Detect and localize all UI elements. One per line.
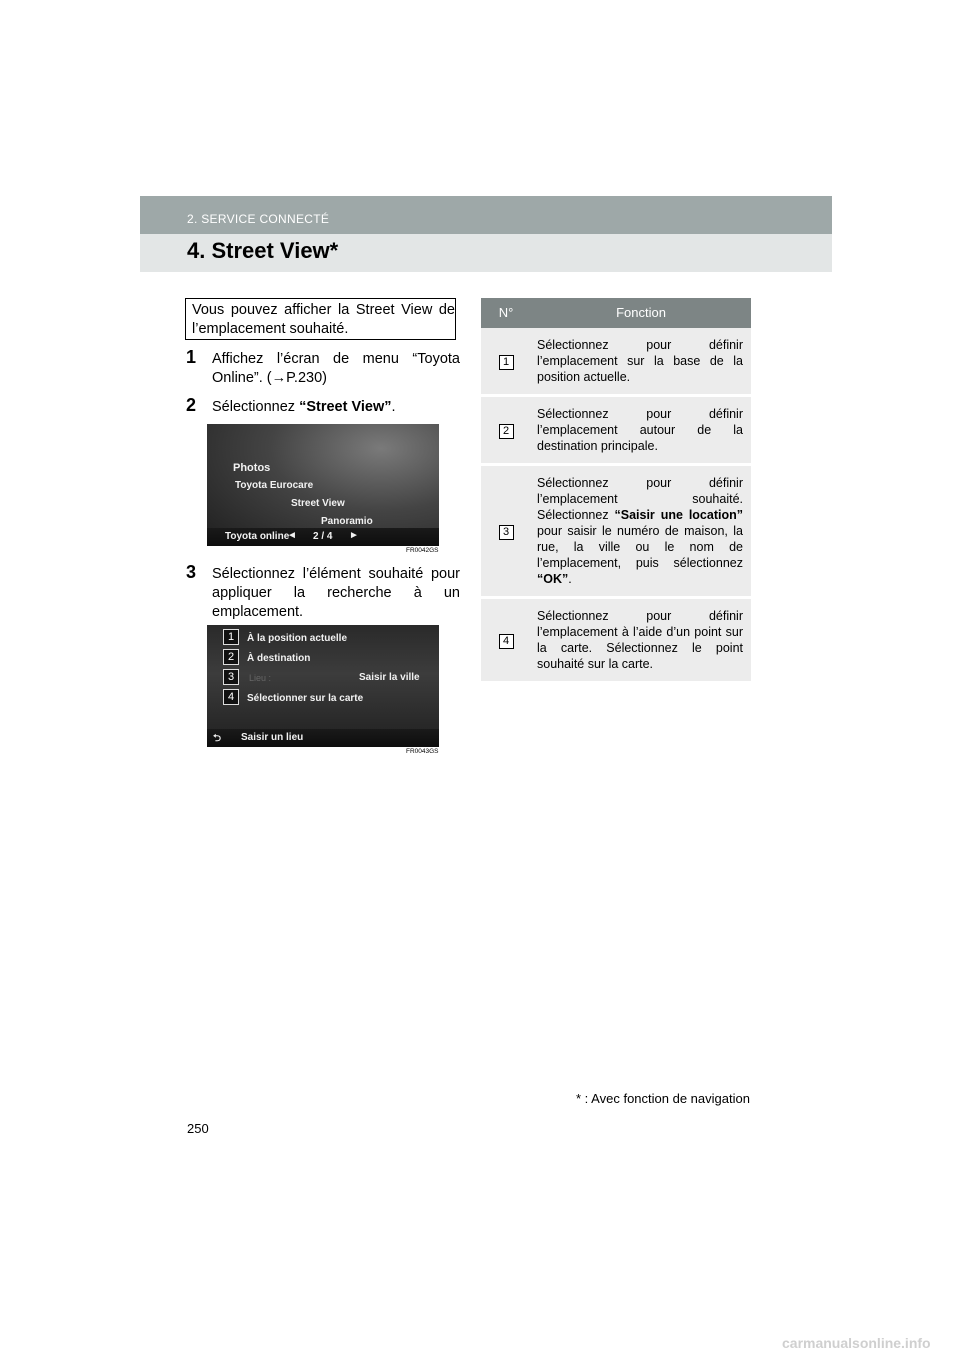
location-screenshot [207,625,439,747]
row-number: 2 [499,424,514,439]
step-number: 3 [186,562,197,582]
option-destination: À destination [247,653,311,664]
table-row [481,396,751,465]
step-2 [186,395,460,417]
page-number: 250 [187,1121,209,1136]
section-label: 2. SERVICE CONNECTÉ [187,212,330,226]
option-select-on-map: Sélectionner sur la carte [247,693,364,704]
function-table [481,298,751,684]
watermark: carmanualsonline.info [782,1335,931,1351]
menu-item-streetview: Street View [291,498,345,509]
callout-3: 3 [223,669,239,685]
menu-item-photos: Photos [233,462,271,474]
row-number: 3 [499,525,514,540]
image-code: FR0042GS [404,547,958,554]
row-description: Sélectionnez pour définir l’emplacement sur la base de la position actuelle. [531,328,751,396]
step-3 [186,562,460,622]
callout-2: 2 [223,649,239,665]
table-row [481,465,751,598]
option-current-position: À la position actuelle [247,633,348,644]
step-text: Sélectionnez “Street View”. [212,399,396,415]
column-header-function: Fonction [531,298,751,328]
menu-item-eurocare: Toyota Eurocare [235,480,314,491]
callout-4: 4 [223,689,239,705]
menu-screenshot [207,424,439,546]
footer-title: Toyota online [225,531,290,542]
menu-item-panoramio: Panoramio [321,516,373,527]
back-icon: ⮌ [213,733,222,744]
table-row [481,328,751,396]
row-description: Sélectionnez pour définir l’emplacement souhaité. Sélectionnez “Saisir une location” pour saisir le numéro de maison, la rue, la ville ou le nom de l’emplacement, puis sélectionnez “OK”. [531,465,751,598]
footer-title: Saisir un lieu [241,732,304,743]
step-1 [186,347,460,388]
page-indicator: 2 / 4 [313,531,333,542]
screen-footer [207,528,439,546]
step-text: Affichez l’écran de menu “Toyota Online”. (→P.230) [212,351,460,386]
row-number: 4 [499,634,514,649]
table-row [481,598,751,683]
intro-box: Vous pouvez afficher la Street View de l’emplacement souhaité. [185,298,456,340]
footnote: * : Avec fonction de navigation [576,1091,750,1106]
step-text: Sélectionnez l’élément souhaité pour appliquer la recherche à un emplacement. [212,566,460,620]
city-button: Saisir la ville [359,672,420,683]
row-description: Sélectionnez pour définir l’emplacement autour de la destination principale. [531,396,751,465]
callout-1: 1 [223,629,239,645]
step-number: 2 [186,395,197,415]
next-arrow-icon: ► [349,530,359,541]
image-code: FR0043GS [404,748,958,755]
screen-footer [207,729,439,747]
column-header-number: N° [481,298,531,328]
row-description: Sélectionnez pour définir l’emplacement à l’aide d’un point sur la carte. Sélectionnez le point souhaité sur la carte. [531,598,751,683]
row-number: 1 [499,355,514,370]
step-number: 1 [186,347,197,367]
prev-arrow-icon: ◄ [287,530,297,541]
page-title: 4. Street View* [187,238,339,263]
option-location: Lieu : [249,673,272,683]
